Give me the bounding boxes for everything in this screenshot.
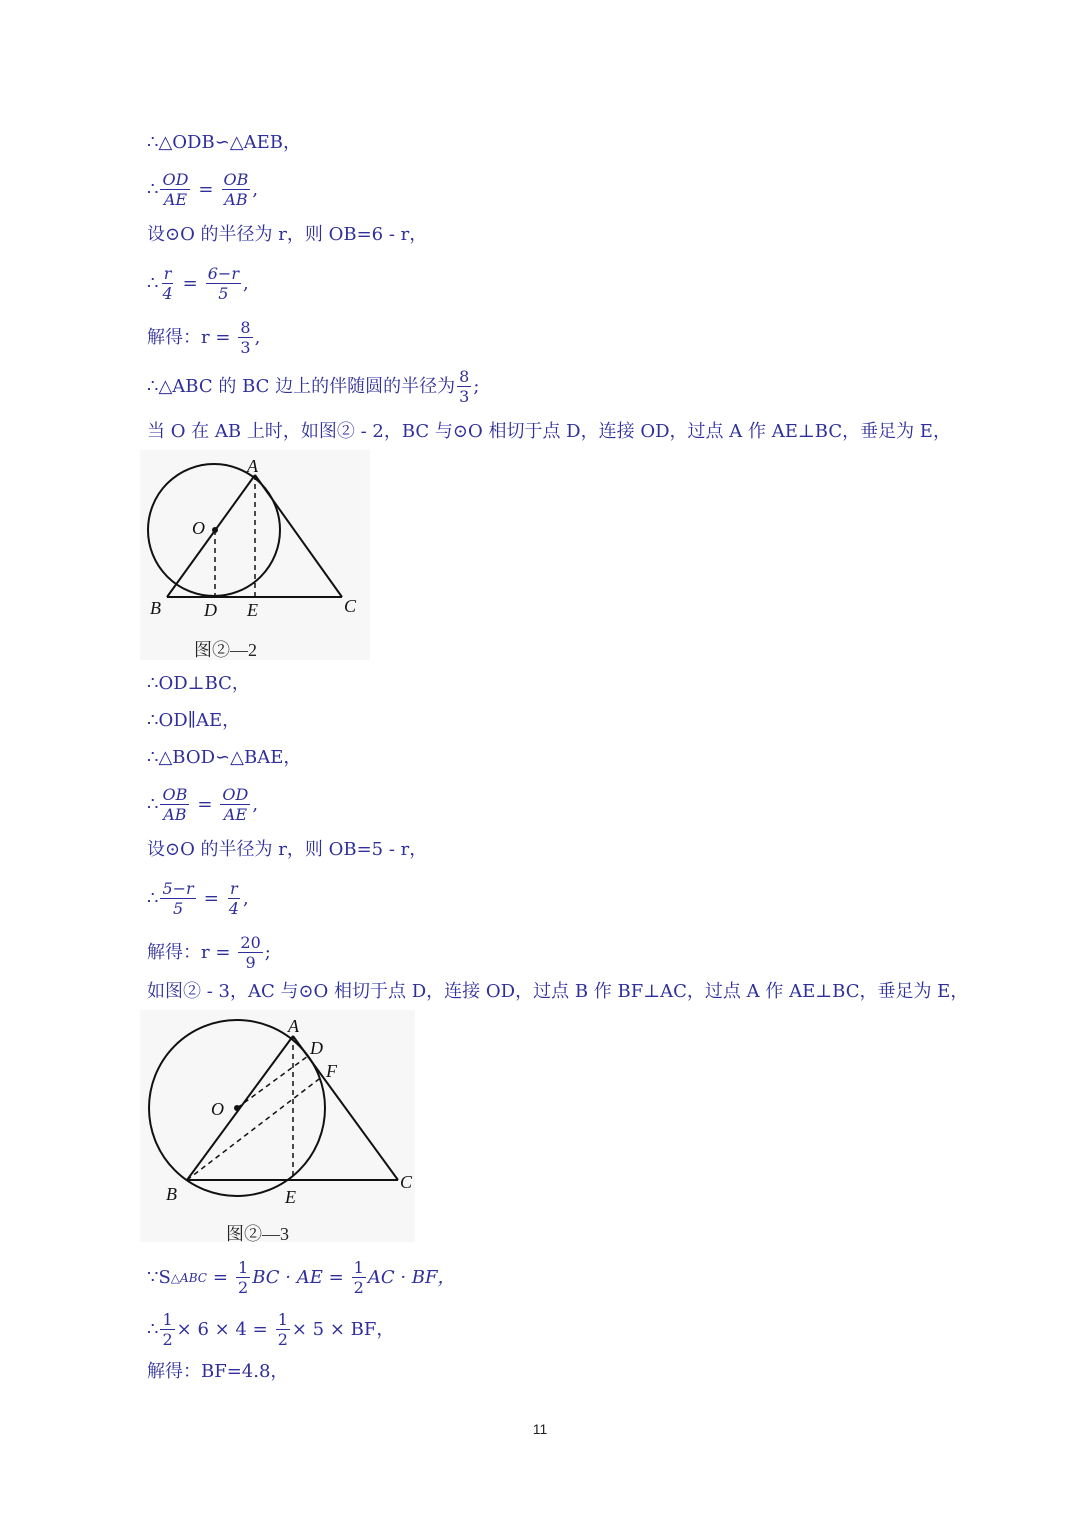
label-c: C — [344, 596, 357, 616]
line-solution-2: 解得：r = $\frac{20}{9}$ ; — [147, 933, 271, 972]
label-c: C — [400, 1172, 413, 1192]
fraction-20-9: $\frac{20}{9}$ — [240, 933, 261, 972]
line-ratio-2: ∴ $\frac{r}{4}$ = $\frac{6-r}{5}$ , — [147, 264, 249, 303]
label-a: A — [288, 1016, 299, 1036]
line-area-formula: ∵S △ABC = $\frac{1}{2}$ BC · AE = $\frac{1}{2}$ AC · BF， — [147, 1258, 456, 1297]
line-solution-bf: 解得：BF=4.8， — [147, 1361, 289, 1382]
line-od-parallel-ae: ∴OD∥AE， — [147, 710, 241, 731]
fraction-od-ae: $\frac{OD}{AE}$ — [162, 170, 189, 209]
figure-2-3-diagram — [140, 1010, 415, 1242]
page-number: 11 — [532, 1421, 548, 1437]
line-similar-bod-bae: ∴△BOD∽△BAE， — [147, 747, 302, 768]
fraction-8-3-b: $\frac{8}{3}$ — [459, 367, 470, 406]
line-solution-1: 解得：r = $\frac{8}{3}$ , — [147, 318, 261, 357]
figure-background — [140, 450, 370, 660]
label-e: E — [247, 600, 258, 620]
label-e: E — [285, 1187, 296, 1207]
label-b: B — [150, 598, 161, 618]
fraction-half-a: $\frac{1}{2}$ — [238, 1258, 249, 1297]
label-d: D — [310, 1038, 323, 1058]
point-o — [234, 1105, 240, 1111]
label-o: O — [192, 518, 205, 538]
label-d: D — [204, 600, 217, 620]
fraction-ob-ab: $\frac{OB}{AB}$ — [223, 170, 249, 209]
fraction-half-d: $\frac{1}{2}$ — [277, 1310, 288, 1349]
fraction-r-4: $\frac{r}{4}$ — [162, 264, 173, 303]
figure-2-2-caption: 图②—2 — [194, 640, 257, 660]
fraction-od-ae-b: $\frac{OD}{AE}$ — [222, 785, 249, 824]
label-f: F — [326, 1061, 337, 1081]
fraction-5-r-5: $\frac{5-r}{5}$ — [162, 879, 194, 918]
line-ratio-4: ∴ $\frac{5-r}{5}$ = $\frac{r}{4}$ , — [147, 879, 249, 918]
line-case-figure-3: 如图② - 3，AC 与⊙O 相切于点 D，连接 OD，过点 B 作 BF⊥AC，过点 A 作 AE⊥BC，垂足为 E， — [147, 981, 969, 1002]
fraction-8-3: $\frac{8}{3}$ — [240, 318, 251, 357]
fraction-ob-ab-b: $\frac{OB}{AB}$ — [162, 785, 188, 824]
line-similar-odb-aeb: ∴△ODB∽△AEB， — [147, 132, 302, 153]
therefore-symbol: ∴ — [147, 178, 159, 200]
fraction-r-4-b: $\frac{r}{4}$ — [228, 879, 239, 918]
fraction-6-r-5: $\frac{6-r}{5}$ — [207, 264, 239, 303]
line-area-equation: ∴ $\frac{1}{2}$ × 6 × 4 = $\frac{1}{2}$ × 5 × BF， — [147, 1310, 395, 1349]
line-radius-setup-1: 设⊙O 的半径为 r，则 OB=6 - r， — [147, 224, 428, 245]
fraction-half-c: $\frac{1}{2}$ — [162, 1310, 173, 1349]
figure-2-2-diagram — [140, 450, 370, 660]
figure-2-3-caption: 图②—3 — [226, 1224, 289, 1244]
label-o: O — [211, 1099, 224, 1119]
point-o — [212, 527, 218, 533]
figure-background — [140, 1010, 415, 1242]
line-conclusion-radius: ∴△ABC 的 BC 边上的伴随圆的半径为 $\frac{8}{3}$ ; — [147, 367, 480, 406]
line-ratio-3: ∴ $\frac{OB}{AB}$ = $\frac{OD}{AE}$ , — [147, 785, 259, 824]
line-od-perp-bc: ∴OD⊥BC， — [147, 673, 250, 694]
line-radius-setup-2: 设⊙O 的半径为 r，则 OB=5 - r， — [147, 839, 428, 860]
line-ratio-1: ∴ $\frac{OD}{AE}$ = $\frac{OB}{AB}$ , — [147, 170, 259, 209]
label-b: B — [166, 1184, 177, 1204]
label-a: A — [247, 456, 258, 476]
fraction-half-b: $\frac{1}{2}$ — [353, 1258, 364, 1297]
line-case-o-on-ab: 当 O 在 AB 上时，如图② - 2，BC 与⊙O 相切于点 D，连接 OD，过点 A 作 AE⊥BC，垂足为 E， — [147, 421, 951, 442]
